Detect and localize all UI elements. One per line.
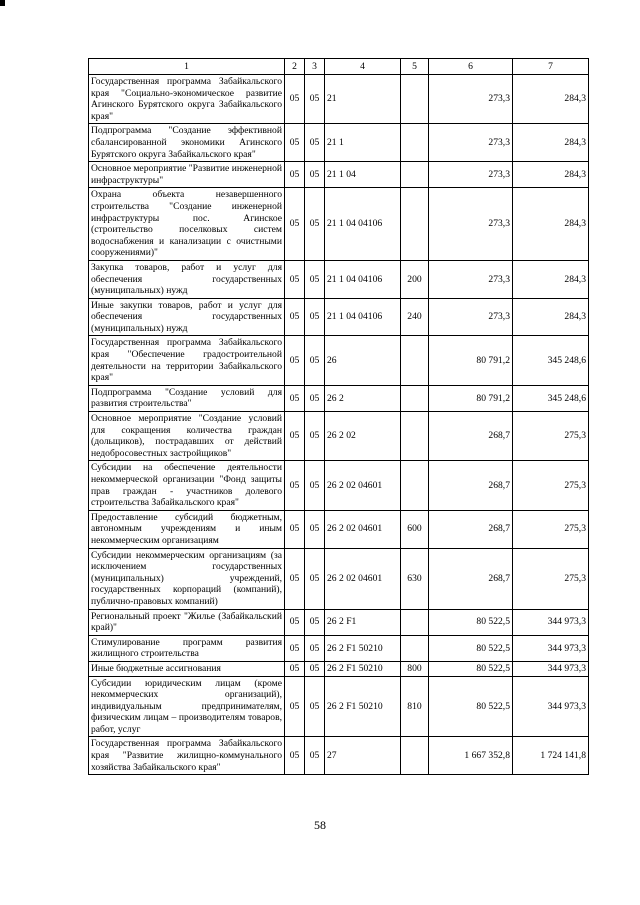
row-cell-c5: [401, 162, 429, 188]
row-cell-c3: 05: [305, 635, 325, 661]
row-cell-c3: 05: [305, 124, 325, 162]
row-cell-c5: [401, 336, 429, 385]
row-cell-c7: 275,3: [513, 412, 589, 461]
row-cell-c3: 05: [305, 385, 325, 411]
row-cell-c2: 05: [285, 336, 305, 385]
row-cell-c2: 05: [285, 75, 305, 124]
row-cell-c2: 05: [285, 162, 305, 188]
row-cell-c6: 273,3: [429, 260, 513, 298]
row-cell-c5: 600: [401, 510, 429, 548]
row-cell-c6: 268,7: [429, 412, 513, 461]
row-cell-c7: 275,3: [513, 510, 589, 548]
row-cell-c7: 345 248,6: [513, 336, 589, 385]
row-cell-c6: 80 791,2: [429, 385, 513, 411]
row-cell-c6: 80 791,2: [429, 336, 513, 385]
header-cell: 3: [305, 59, 325, 75]
row-name-cell: Стимулирование программ развития жилищного строительства: [89, 635, 285, 661]
row-cell-c3: 05: [305, 336, 325, 385]
row-cell-c6: 268,7: [429, 548, 513, 609]
row-cell-c4: 26 2 02 04601: [325, 548, 401, 609]
row-cell-c3: 05: [305, 676, 325, 737]
row-name-cell: Закупка товаров, работ и услуг для обеспечения государственных (муниципальных) нужд: [89, 260, 285, 298]
table-row: [89, 188, 589, 261]
row-cell-c7: 284,3: [513, 124, 589, 162]
row-cell-c3: 05: [305, 188, 325, 261]
row-cell-c2: 05: [285, 548, 305, 609]
row-cell-c2: 05: [285, 260, 305, 298]
row-cell-c2: 05: [285, 188, 305, 261]
row-cell-c7: 344 973,3: [513, 635, 589, 661]
table-row: [89, 461, 589, 510]
row-cell-c2: 05: [285, 461, 305, 510]
row-cell-c4: 26 2 02 04601: [325, 461, 401, 510]
row-cell-c2: 05: [285, 661, 305, 676]
row-cell-c5: [401, 124, 429, 162]
table-row: [89, 385, 589, 411]
row-cell-c5: 800: [401, 661, 429, 676]
row-cell-c4: 26 2 02 04601: [325, 510, 401, 548]
row-name-cell: Основное мероприятие "Создание условий для сокращения количества граждан (дольщиков), пострадавших от действий недобросовестных застройщиков": [89, 412, 285, 461]
row-name-cell: Государственная программа Забайкальского края "Развитие жилищно-коммунального хозяйства Забайкальского края": [89, 737, 285, 775]
row-name-cell: Иные бюджетные ассигнования: [89, 661, 285, 676]
row-cell-c7: 344 973,3: [513, 661, 589, 676]
row-cell-c3: 05: [305, 260, 325, 298]
table-row: [89, 162, 589, 188]
row-name-cell: Государственная программа Забайкальского края "Обеспечение градостроительной деятельности на территории Забайкальского края": [89, 336, 285, 385]
row-cell-c4: 26 2: [325, 385, 401, 411]
row-cell-c6: 268,7: [429, 510, 513, 548]
row-cell-c6: 273,3: [429, 188, 513, 261]
row-cell-c3: 05: [305, 510, 325, 548]
row-cell-c6: 273,3: [429, 75, 513, 124]
header-cell: 7: [513, 59, 589, 75]
row-cell-c5: [401, 461, 429, 510]
row-cell-c4: 26 2 02: [325, 412, 401, 461]
table-row: [89, 510, 589, 548]
row-name-cell: Предоставление субсидий бюджетным, автономным учреждениям и иным некоммерческим организациям: [89, 510, 285, 548]
table-row: [89, 298, 589, 336]
row-cell-c5: [401, 188, 429, 261]
row-cell-c5: [401, 737, 429, 775]
row-cell-c6: 273,3: [429, 124, 513, 162]
row-cell-c4: 21 1: [325, 124, 401, 162]
table-row: [89, 635, 589, 661]
row-name-cell: Подпрограмма "Создание эффективной сбалансированной экономики Агинского Бурятского округа Забайкальского края": [89, 124, 285, 162]
page-number: 58: [314, 818, 326, 832]
row-cell-c6: 80 522,5: [429, 661, 513, 676]
table-row: [89, 75, 589, 124]
scan-corner-mark: [0, 0, 5, 6]
row-cell-c5: 200: [401, 260, 429, 298]
row-cell-c5: 240: [401, 298, 429, 336]
row-cell-c4: 26 2 F1 50210: [325, 635, 401, 661]
row-cell-c6: 268,7: [429, 461, 513, 510]
header-cell: 4: [325, 59, 401, 75]
row-name-cell: Иные закупки товаров, работ и услуг для обеспечения государственных (муниципальных) нужд: [89, 298, 285, 336]
header-cell: 6: [429, 59, 513, 75]
row-name-cell: Субсидии юридическим лицам (кроме некоммерческих организаций), индивидуальным предпринимателям, физическим лицам – производителям товаров, работ, услуг: [89, 676, 285, 737]
row-cell-c6: 273,3: [429, 298, 513, 336]
row-cell-c7: 345 248,6: [513, 385, 589, 411]
row-cell-c2: 05: [285, 635, 305, 661]
row-cell-c2: 05: [285, 510, 305, 548]
row-cell-c2: 05: [285, 737, 305, 775]
table-row: [89, 336, 589, 385]
header-cell: 5: [401, 59, 429, 75]
table-row: [89, 661, 589, 676]
row-cell-c2: 05: [285, 676, 305, 737]
budget-table: [88, 58, 589, 775]
row-cell-c4: 27: [325, 737, 401, 775]
row-cell-c5: 810: [401, 676, 429, 737]
row-cell-c3: 05: [305, 461, 325, 510]
row-name-cell: Субсидии некоммерческим организациям (за исключением государственных (муниципальных) учреждений, государственных корпораций (компаний), публично-правовых компаний): [89, 548, 285, 609]
row-cell-c7: 284,3: [513, 260, 589, 298]
header-cell: 2: [285, 59, 305, 75]
row-cell-c2: 05: [285, 609, 305, 635]
row-cell-c7: 284,3: [513, 298, 589, 336]
row-cell-c3: 05: [305, 162, 325, 188]
row-cell-c4: 26 2 F1: [325, 609, 401, 635]
row-cell-c7: 1 724 141,8: [513, 737, 589, 775]
row-cell-c4: 26: [325, 336, 401, 385]
row-cell-c2: 05: [285, 298, 305, 336]
row-cell-c4: 21 1 04: [325, 162, 401, 188]
row-cell-c6: 80 522,5: [429, 635, 513, 661]
row-cell-c3: 05: [305, 412, 325, 461]
row-cell-c2: 05: [285, 385, 305, 411]
row-name-cell: Основное мероприятие "Развитие инженерной инфраструктуры": [89, 162, 285, 188]
row-name-cell: Подпрограмма "Создание условий для развития строительства": [89, 385, 285, 411]
row-cell-c7: 284,3: [513, 188, 589, 261]
row-cell-c7: 344 973,3: [513, 676, 589, 737]
table-row: [89, 412, 589, 461]
row-cell-c4: 21: [325, 75, 401, 124]
table-row: [89, 676, 589, 737]
header-row: [89, 59, 589, 75]
table-body: [89, 75, 589, 775]
row-cell-c6: 273,3: [429, 162, 513, 188]
row-cell-c2: 05: [285, 124, 305, 162]
row-cell-c5: [401, 385, 429, 411]
row-name-cell: Государственная программа Забайкальского края "Социально-экономическое развитие Агинского Бурятского округа Забайкальского края": [89, 75, 285, 124]
row-name-cell: Региональный проект "Жилье (Забайкальский край)": [89, 609, 285, 635]
row-cell-c3: 05: [305, 609, 325, 635]
table-row: [89, 737, 589, 775]
row-cell-c2: 05: [285, 412, 305, 461]
row-cell-c4: 26 2 F1 50210: [325, 661, 401, 676]
row-cell-c7: 344 973,3: [513, 609, 589, 635]
row-name-cell: Субсидии на обеспечение деятельности некоммерческой организации "Фонд защиты прав граждан - участников долевого строительства Забайкальского края": [89, 461, 285, 510]
table-row: [89, 609, 589, 635]
row-cell-c5: [401, 635, 429, 661]
row-cell-c4: 21 1 04 04106: [325, 298, 401, 336]
row-cell-c7: 275,3: [513, 548, 589, 609]
row-cell-c7: 284,3: [513, 162, 589, 188]
row-cell-c3: 05: [305, 661, 325, 676]
row-cell-c6: 80 522,5: [429, 676, 513, 737]
row-cell-c4: 21 1 04 04106: [325, 260, 401, 298]
table-row: [89, 124, 589, 162]
row-cell-c7: 275,3: [513, 461, 589, 510]
row-cell-c6: 80 522,5: [429, 609, 513, 635]
row-cell-c5: 630: [401, 548, 429, 609]
row-cell-c5: [401, 75, 429, 124]
row-cell-c5: [401, 412, 429, 461]
row-cell-c3: 05: [305, 737, 325, 775]
row-cell-c3: 05: [305, 298, 325, 336]
row-cell-c4: 26 2 F1 50210: [325, 676, 401, 737]
row-cell-c3: 05: [305, 548, 325, 609]
header-cell: 1: [89, 59, 285, 75]
row-cell-c7: 284,3: [513, 75, 589, 124]
row-cell-c4: 21 1 04 04106: [325, 188, 401, 261]
row-cell-c6: 1 667 352,8: [429, 737, 513, 775]
table-row: [89, 260, 589, 298]
row-cell-c3: 05: [305, 75, 325, 124]
row-cell-c5: [401, 609, 429, 635]
table-row: [89, 548, 589, 609]
row-name-cell: Охрана объекта незавершенного строительства "Создание инженерной инфраструктуры пос. Агинское (строительство поселковых систем водоснабжения и канализации с очистными сооружениями)": [89, 188, 285, 261]
